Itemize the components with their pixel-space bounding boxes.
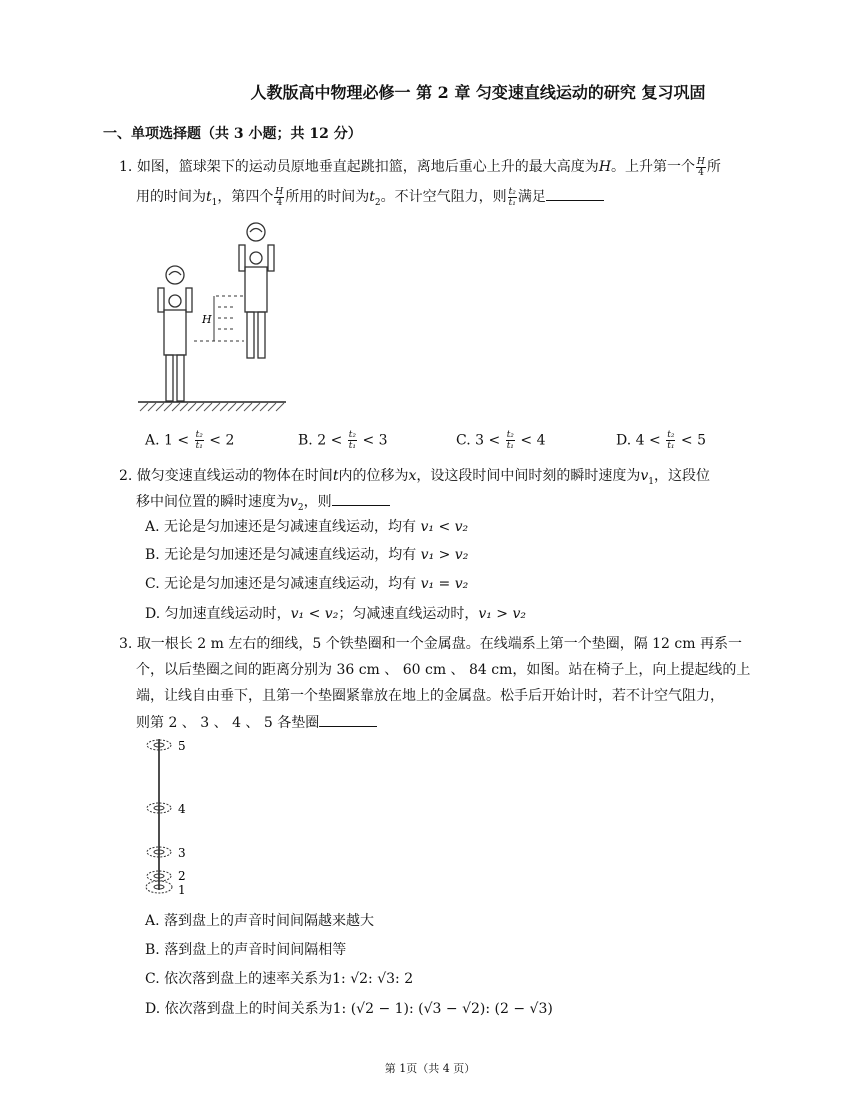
answer-blank — [546, 188, 604, 201]
q2-option-d[interactable]: D. 匀加速直线运动时，v₁ < v₂；匀减速直线运动时，v₁ > v₂ — [145, 606, 527, 622]
q3-option-a[interactable]: A. 落到盘上的声音时间间隔越来越大 — [145, 913, 375, 929]
q3-line4: 则第 2 、 3 、 4 、 5 各垫圈 — [136, 712, 377, 732]
q1-line1 — [119, 156, 721, 178]
fraction-h-over-4-second: $\frac{H}{4}$ — [275, 186, 284, 208]
section-heading: 一、单项选择题（共 3 小题；共 12 分） — [103, 126, 362, 142]
q3-line1: 3. 取一根长 2 m 左右的细线，5 个铁垫圈和一个金属盘。在线端系上第一个垫圈，隔 12 cm 再系一 — [119, 636, 742, 652]
answer-blank — [319, 714, 377, 727]
figure-h-label: H — [202, 313, 212, 326]
q1-option-c[interactable]: C. 3 < $\frac{\text{t₂}}{\text{t₁}}$ < 4 — [456, 430, 546, 451]
q2-option-c[interactable]: C. 无论是匀加速还是匀减速直线运动，均有 v₁ = v₂ — [145, 576, 469, 592]
q1-text-a: 如图，篮球架下的运动员原地垂直起跳扣篮，离地后重心上升的最大高度为 — [136, 159, 599, 175]
q3-line3: 端，让线自由垂下，且第一个垫圈紧靠放在地上的金属盘。松手后开始计时，若不计空气阻力， — [136, 688, 724, 704]
q2-option-a[interactable]: A. 无论是匀加速还是匀减速直线运动，均有 v₁ < v₂ — [145, 519, 469, 535]
q2-option-b[interactable]: B. 无论是匀加速还是匀减速直线运动，均有 v₁ > v₂ — [145, 547, 469, 563]
page-title: 人教版高中物理必修一 第 2 章 匀变速直线运动的研究 复习巩固 — [250, 83, 706, 102]
fraction-t2-over-t1: $\frac{\text{t₂}}{\text{t₁}}$ — [508, 186, 516, 208]
answer-blank — [332, 493, 390, 506]
q1-option-b[interactable]: B. 2 < $\frac{\text{t₂}}{\text{t₁}}$ < 3 — [298, 430, 388, 451]
q1-number: 1. — [119, 159, 133, 175]
q3-figure-washers — [140, 735, 200, 900]
q1-figure-basketball — [136, 215, 296, 420]
q3-option-b[interactable]: B. 落到盘上的声音时间间隔相等 — [145, 942, 347, 958]
q1-text-b: 。上升第一个 — [611, 159, 696, 175]
q3-option-c[interactable]: C. 依次落到盘上的速率关系为1: √2: √3: 2 — [145, 971, 414, 987]
q3-option-d[interactable]: D. 依次落到盘上的时间关系为1: (√2 − 1): (√3 − √2): (2 − √3) — [145, 1001, 553, 1017]
var-h: H — [598, 159, 612, 175]
person-standing-icon — [158, 266, 192, 401]
washer-label-5: 5 — [178, 739, 186, 753]
washer-label-4: 4 — [178, 802, 186, 816]
person-jumping-icon — [239, 223, 274, 358]
q2-line2: 移中间位置的瞬时速度为$v_2$，则 — [136, 491, 390, 513]
q1-option-a[interactable]: A. 1 < $\frac{\text{t₂}}{\text{t₁}}$ < 2 — [145, 430, 235, 451]
page-footer: 第 1页（共 4 页） — [384, 1062, 476, 1075]
washer-label-1: 1 — [178, 883, 186, 897]
q3-line2: 个，以后垫圈之间的距离分别为 36 cm 、 60 cm 、 84 cm，如图。站在椅子上，向上提起线的上 — [136, 662, 751, 678]
washer-label-3: 3 — [178, 846, 186, 860]
washer-label-2: 2 — [178, 869, 186, 883]
q1-text-c: 所 — [706, 159, 721, 175]
q1-line2: 用的时间为$t_1$，第四个 $\frac{H}{4}$ 所用的时间为$t_2$。不计空气阻力，则 $\frac{\text{t₂}}{\text{t₁}}$ 满足 — [136, 186, 604, 208]
q1-option-d[interactable]: D. 4 < $\frac{\text{t₂}}{\text{t₁}}$ < 5 — [616, 430, 706, 451]
fraction-h-over-4: $\frac{H}{4}$ — [697, 156, 705, 178]
q2-line1: 2. 做匀变速直线运动的物体在时间t内的位移为x，设这段时间中间时刻的瞬时速度为$v_1$，这段位 — [119, 468, 711, 487]
